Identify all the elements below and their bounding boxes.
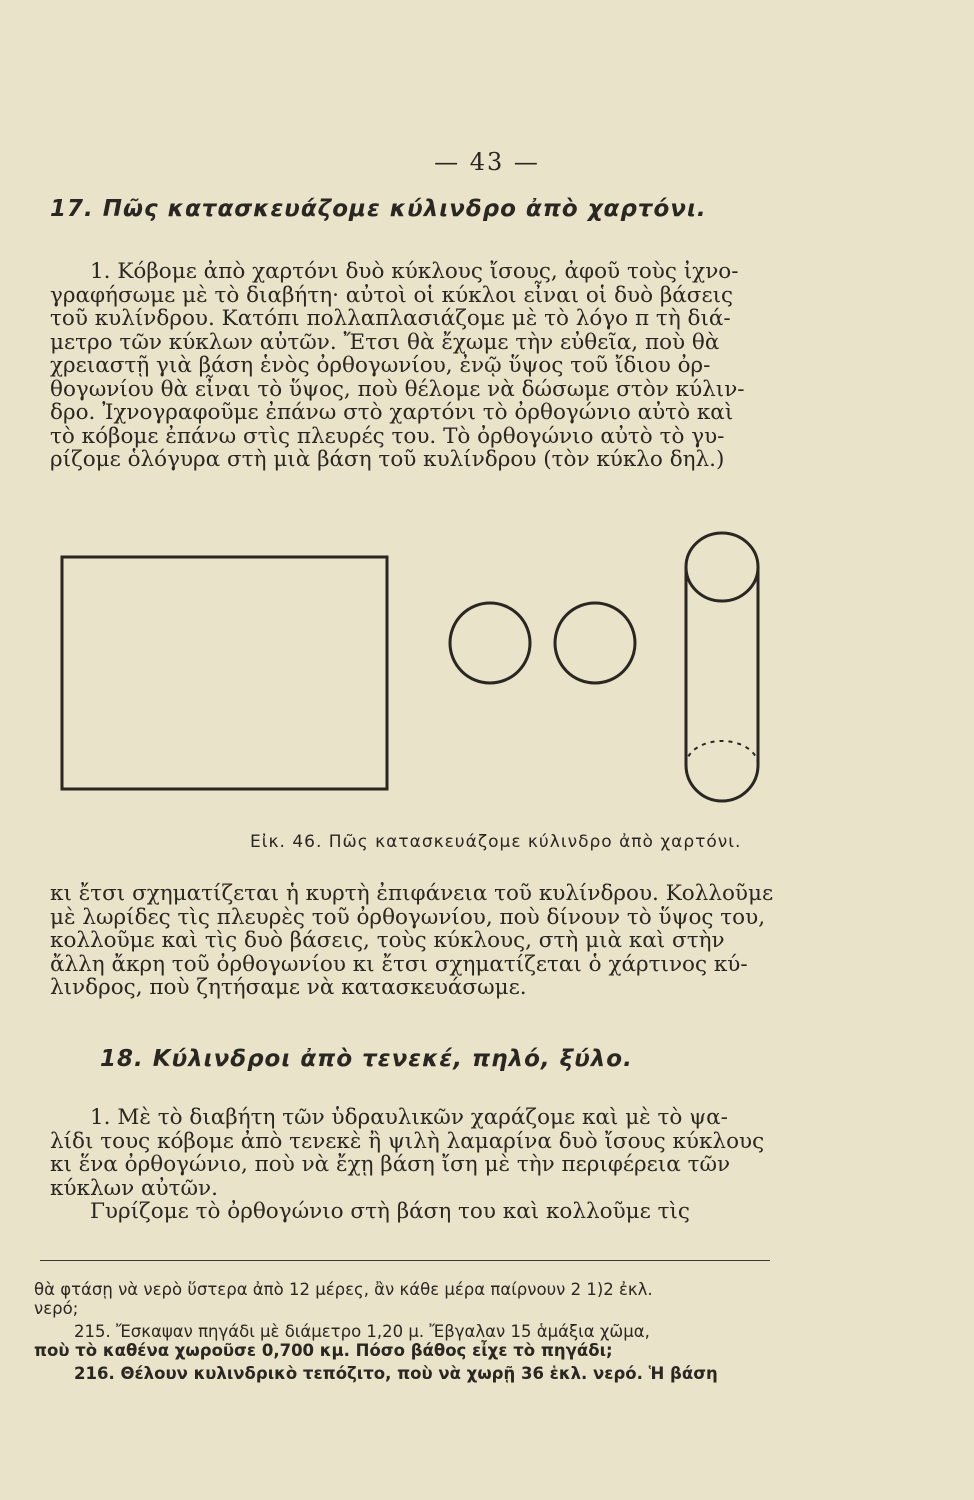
text-line: 1. Μὲ τὸ διαβήτη τῶν ὑδραυλικῶν χαράζομε καὶ μὲ τὸ ψα- [90,1105,728,1130]
footnote-line: νερό; [34,1299,79,1318]
footnote-line: ποὺ τὸ καθένα χωροῦσε 0,700 κμ. Πόσο βάθος εἶχε τὸ πηγάδι; [34,1341,613,1360]
text-line: γραφήσωμε μὲ τὸ διαβήτη· αὐτοὶ οἱ κύκλοι εἶναι οἱ δυὸ βάσεις [50,282,734,308]
page-number: — 43 — [434,148,540,176]
text-line: λινδρος, ποὺ ζητήσαμε νὰ κατασκευάσωμε. [50,975,527,1000]
footnote-divider [40,1260,770,1261]
footnote-line: 216. Θέλουν κυλινδρικὸ τεπόζιτο, ποὺ νὰ χωρῇ 36 ἑκλ. νερό. Ἡ βάση [74,1364,718,1383]
text-line: δρο. Ἰχνογραφοῦμε ἐπάνω στὸ χαρτόνι τὸ ὀρθογώνιο αὐτὸ καὶ [50,400,734,425]
text-line: Γυρίζομε τὸ ὀρθογώνιο στὴ βάση του καὶ κολλοῦμε τὶς [90,1199,690,1224]
text-line: κολλοῦμε καὶ τὶς δυὸ βάσεις, τοὺς κύκλους, στὴ μιὰ καὶ στὴν [50,928,725,953]
text-line: ἄλλη ἄκρη τοῦ ὀρθογωνίου κι ἔτσι σχηματίζεται ὁ χάρτινος κύ- [50,951,748,977]
circle-base-2 [555,603,635,683]
text-line: θογωνίου θὰ εἶναι τὸ ὕψος, ποὺ θέλομε νὰ δώσωμε στὸν κύλιν- [50,376,745,402]
figure-caption: Εἰκ. 46. Πῶς κατασκευάζομε κύλινδρο ἀπὸ χαρτόνι. [250,832,742,852]
text-line: τοῦ κυλίνδρου. Κατόπι πολλαπλασιάζομε μὲ τὸ λόγο π τὴ διά- [50,306,731,331]
footnote-line: 215. Ἔσκαψαν πηγάδι μὲ διάμετρο 1,20 μ. Ἔβγαλαν 15 ἁμάξια χῶμα, [74,1322,650,1341]
text-line: μετρο τῶν κύκλων αὐτῶν. Ἔτσι θὰ ἔχωμε τὴν εὐθεῖα, ποὺ θὰ [50,329,720,355]
text-line: ρίζομε ὁλόγυρα στὴ μιὰ βάση τοῦ κυλίνδρου (τὸν κύκλο δηλ.) [50,447,725,472]
circle-base-1 [450,603,530,683]
section-17-paragraph-2 [50,881,774,1000]
section-18-paragraph [50,1106,770,1224]
text-line: κι ἕνα ὀρθογώνιο, ποὺ νὰ ἔχῃ βάση ἴση μὲ τὴν περιφέρεια τῶν [50,1152,731,1177]
section-17-heading: 17. Πῶς κατασκευάζομε κύλινδρο ἀπὸ χαρτόνι. [50,196,707,222]
rectangle-shape [62,557,387,789]
text-line: μὲ λωρίδες τὶς πλευρὲς τοῦ ὀρθογωνίου, ποὺ δίνουν τὸ ὕψος του, [50,904,766,930]
text-line: κι ἔτσι σχηματίζεται ἡ κυρτὴ ἐπιφάνεια τοῦ κυλίνδρου. Κολλοῦμε [50,881,774,906]
text-line: 1. Κόβομε ἀπὸ χαρτόνι δυὸ κύκλους ἴσους, ἀφοῦ τοὺς ἰχνο- [90,259,739,284]
section-17-paragraph [50,260,770,472]
text-line: τὸ κόβομε ἐπάνω στὶς πλευρές του. Τὸ ὀρθογώνιο αὐτὸ τὸ γυ- [50,423,725,449]
text-line: λίδι τους κόβομε ἀπὸ τενεκὲ ἢ ψιλὴ λαμαρίνα δυὸ ἴσους κύκλους [50,1128,765,1154]
rolled-cylinder [686,533,758,801]
footnote-line: θὰ φτάσῃ νὰ νερὸ ὕστερα ἀπὸ 12 μέρες, ἂν κάθε μέρα παίρνουν 2 1)2 ἐκλ. [34,1280,653,1299]
footnotes [34,1280,774,1383]
text-line: κύκλων αὐτῶν. [50,1175,218,1201]
section-18-heading: 18. Κύλινδροι ἀπὸ τενεκέ, πηλό, ξύλο. [100,1046,633,1072]
cylinder-net-figure [40,525,780,815]
text-line: χρειαστῇ γιὰ βάση ἑνὸς ὀρθογωνίου, ἐνῷ ὕψος τοῦ ἴδιου ὀρ- [50,353,711,378]
